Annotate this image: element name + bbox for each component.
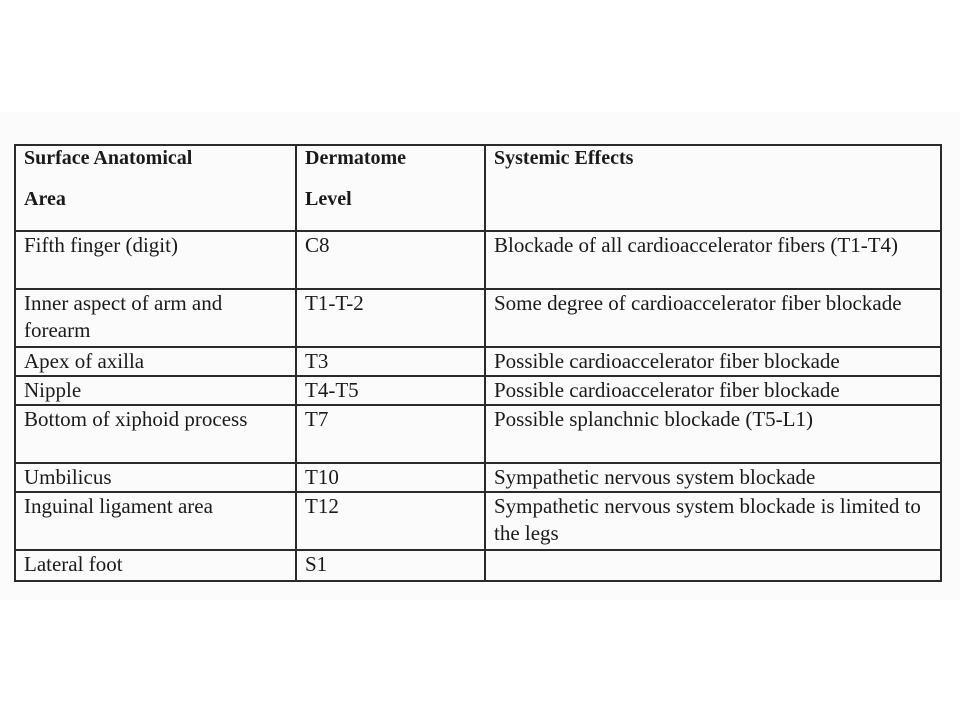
- table-row: [15, 231, 941, 289]
- header-text: Surface Anatomical: [24, 147, 193, 169]
- cell-level: T10: [296, 463, 485, 492]
- table-header-row: [15, 145, 941, 231]
- cell-effects: [485, 550, 941, 581]
- header-dermatome-level: [296, 145, 485, 231]
- cell-area: Apex of axilla: [15, 347, 296, 376]
- cell-level: T1-T-2: [296, 289, 485, 347]
- cell-area: Nipple: [15, 376, 296, 405]
- header-text: Level: [305, 188, 352, 210]
- table-row: [15, 405, 941, 463]
- cell-level: C8: [296, 231, 485, 289]
- cell-effects: Some degree of cardioaccelerator fiber blockade: [485, 289, 941, 347]
- table-row: [15, 289, 941, 347]
- header-text: Dermatome: [305, 147, 407, 169]
- cell-level: T12: [296, 492, 485, 550]
- table-row: [15, 376, 941, 405]
- cell-effects: Blockade of all cardioaccelerator fibers (T1-T4): [485, 231, 941, 289]
- cell-effects: Sympathetic nervous system blockade: [485, 463, 941, 492]
- table-row: [15, 492, 941, 550]
- header-text: Systemic Effects: [494, 147, 634, 169]
- header-text: Area: [24, 188, 66, 210]
- cell-level: T4-T5: [296, 376, 485, 405]
- cell-area: Bottom of xiphoid process: [15, 405, 296, 463]
- dermatome-table: [14, 144, 942, 582]
- table-row: [15, 550, 941, 581]
- table-row: [15, 463, 941, 492]
- cell-area: Fifth finger (digit): [15, 231, 296, 289]
- table-row: [15, 347, 941, 376]
- cell-effects: Sympathetic nervous system blockade is limited to the legs: [485, 492, 941, 550]
- header-systemic-effects: [485, 145, 941, 231]
- cell-level: T7: [296, 405, 485, 463]
- cell-area: Inguinal ligament area: [15, 492, 296, 550]
- cell-level: S1: [296, 550, 485, 581]
- header-surface-anatomical-area: [15, 145, 296, 231]
- cell-effects: Possible cardioaccelerator fiber blockade: [485, 376, 941, 405]
- cell-level: T3: [296, 347, 485, 376]
- cell-area: Inner aspect of arm and forearm: [15, 289, 296, 347]
- cell-effects: Possible splanchnic blockade (T5-L1): [485, 405, 941, 463]
- cell-area: Lateral foot: [15, 550, 296, 581]
- cell-area: Umbilicus: [15, 463, 296, 492]
- cell-effects: Possible cardioaccelerator fiber blockade: [485, 347, 941, 376]
